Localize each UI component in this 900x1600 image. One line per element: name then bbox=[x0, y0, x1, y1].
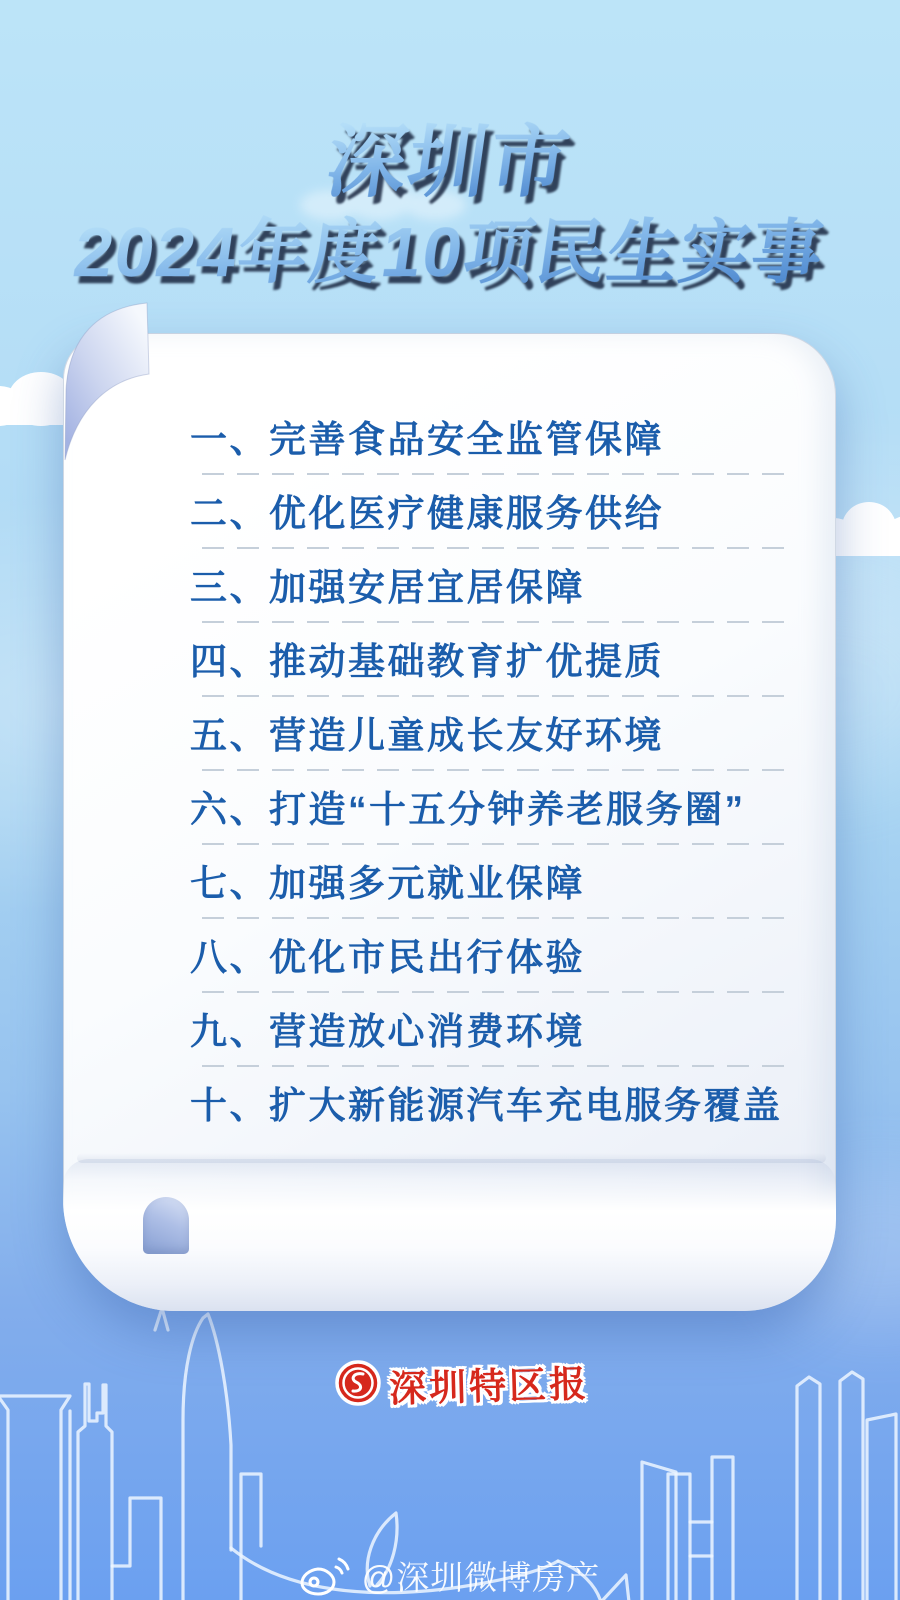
list-item-text: 六、打造“十五分钟养老服务圈” bbox=[190, 789, 746, 830]
scroll-panel bbox=[63, 333, 836, 1311]
weibo-icon bbox=[300, 1555, 352, 1597]
list-item-text: 八、优化市民出行体验 bbox=[190, 937, 585, 978]
dashed-divider bbox=[202, 695, 792, 697]
list-item bbox=[190, 555, 802, 629]
watermark-text: @深圳微博房产 bbox=[361, 1559, 601, 1596]
page-title-line1: 深圳市 bbox=[321, 117, 577, 206]
scroll-corner-curl bbox=[61, 300, 155, 464]
list-item-text: 五、营造儿童成长友好环境 bbox=[190, 715, 664, 756]
weibo-watermark bbox=[0, 1552, 900, 1599]
list-item bbox=[190, 703, 802, 777]
dashed-divider bbox=[202, 991, 792, 993]
list-item-text: 三、加强安居宜居保障 bbox=[190, 567, 585, 608]
items-list bbox=[190, 407, 802, 1147]
list-item bbox=[190, 1073, 802, 1147]
list-item-text: 十、扩大新能源汽车充电服务覆盖 bbox=[190, 1085, 783, 1126]
list-item bbox=[190, 999, 802, 1073]
dashed-divider bbox=[202, 843, 792, 845]
page-title-line2: 2024年度10项民生实事 bbox=[68, 213, 830, 291]
scroll-roll-opening bbox=[143, 1197, 189, 1254]
list-item-text: 四、推动基础教育扩优提质 bbox=[190, 641, 664, 682]
dashed-divider bbox=[202, 917, 792, 919]
dashed-divider bbox=[202, 547, 792, 549]
publisher-emblem-icon bbox=[335, 1360, 381, 1406]
list-item bbox=[190, 629, 802, 703]
dashed-divider bbox=[202, 769, 792, 771]
list-item bbox=[190, 851, 802, 925]
publisher-logo bbox=[12, 1356, 900, 1410]
list-item-text: 二、优化医疗健康服务供给 bbox=[190, 493, 664, 534]
list-item-text: 九、营造放心消费环境 bbox=[190, 1011, 585, 1052]
dashed-divider bbox=[202, 1065, 792, 1067]
list-item bbox=[190, 925, 802, 999]
publisher-name: 深圳特区报 bbox=[388, 1361, 590, 1411]
list-item bbox=[190, 777, 802, 851]
dashed-divider bbox=[202, 621, 792, 623]
list-item-text: 一、完善食品安全监管保障 bbox=[190, 419, 664, 460]
dashed-divider bbox=[202, 473, 792, 475]
list-item-text: 七、加强多元就业保障 bbox=[190, 863, 585, 904]
list-item bbox=[190, 407, 802, 481]
list-item bbox=[190, 481, 802, 555]
